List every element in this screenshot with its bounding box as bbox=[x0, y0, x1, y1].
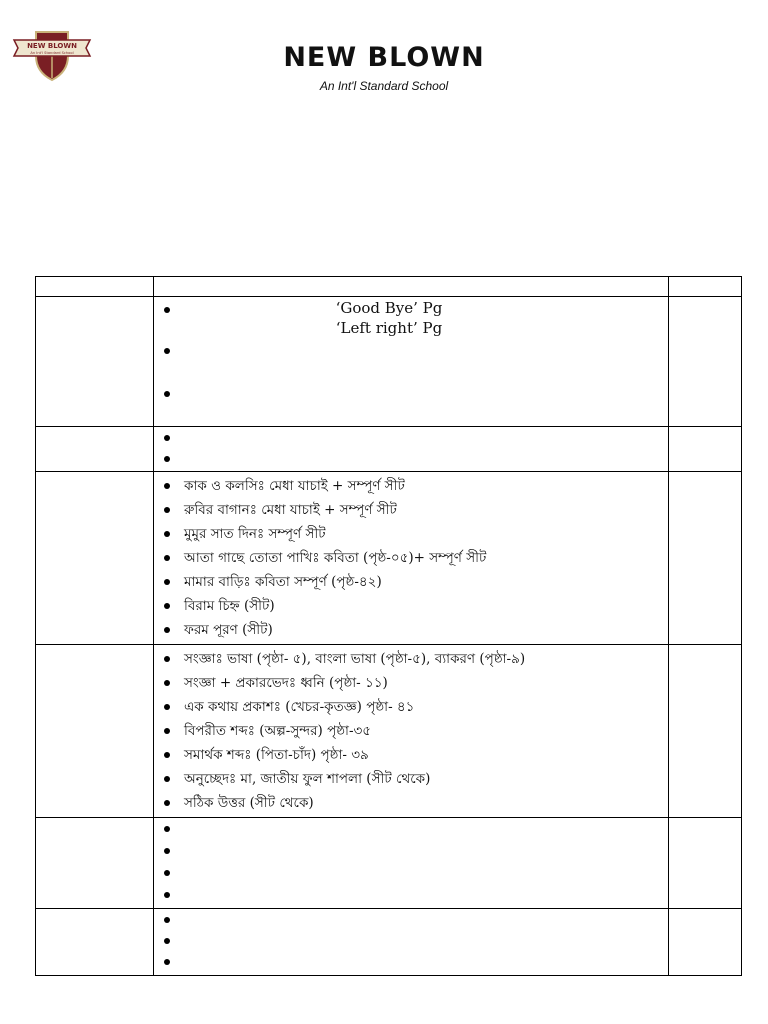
bullet-icon bbox=[164, 627, 170, 633]
svg-text:An Int'l Standard School: An Int'l Standard School bbox=[30, 51, 74, 55]
marks-cell bbox=[669, 909, 742, 976]
topics-cell bbox=[154, 297, 669, 427]
list-item bbox=[154, 427, 668, 448]
bullet-icon bbox=[164, 704, 170, 710]
bullet-icon bbox=[164, 776, 170, 782]
subject-cell bbox=[36, 818, 154, 909]
topics-cell bbox=[154, 472, 669, 645]
bullet-icon bbox=[164, 728, 170, 734]
list-item: সমার্থক শব্দঃ (পিতা-চাঁদ) পৃষ্ঠা- ৩৯ bbox=[154, 743, 668, 767]
list-item: সংজ্ঞা + প্রকারভেদঃ ধ্বনি (পৃষ্ঠা- ১১) bbox=[154, 671, 668, 695]
bullet-icon bbox=[164, 507, 170, 513]
list-item bbox=[154, 840, 668, 862]
subject-cell bbox=[36, 472, 154, 645]
school-tagline: An Int'l Standard School bbox=[319, 79, 449, 93]
bullet-icon bbox=[164, 826, 170, 832]
table-row bbox=[36, 297, 742, 427]
topics-cell bbox=[154, 818, 669, 909]
marks-cell bbox=[669, 427, 742, 472]
table-row bbox=[36, 427, 742, 472]
bullet-icon bbox=[164, 752, 170, 758]
list-item: মামার বাড়িঃ কবিতা সম্পূর্ণ (পৃষ্ঠ-৪২) bbox=[154, 570, 668, 594]
table-row bbox=[36, 472, 742, 645]
header-cell bbox=[36, 277, 154, 297]
subject-cell bbox=[36, 645, 154, 818]
bullet-icon bbox=[164, 555, 170, 561]
subject-cell bbox=[36, 427, 154, 472]
bullet-icon bbox=[164, 656, 170, 662]
list-item: এক কথায় প্রকাশঃ (খেচর-কৃতজ্ঞ) পৃষ্ঠা- ৪১ bbox=[154, 695, 668, 719]
list-item: ‘Left right’ Pg bbox=[335, 319, 443, 337]
bullet-icon bbox=[164, 892, 170, 898]
table-header-row bbox=[36, 277, 742, 297]
table-row bbox=[36, 909, 742, 976]
subject-cell bbox=[36, 909, 154, 976]
list-item bbox=[154, 818, 668, 840]
bullet-icon bbox=[164, 959, 170, 965]
list-item: অনুচ্ছেদঃ মা, জাতীয় ফুল শাপলা (সীট থেকে) bbox=[154, 767, 668, 791]
topics-cell bbox=[154, 909, 669, 976]
bullet-icon bbox=[164, 848, 170, 854]
bullet-icon bbox=[164, 435, 170, 441]
bullet-icon bbox=[164, 579, 170, 585]
list-item bbox=[154, 884, 668, 906]
bullet-icon bbox=[164, 680, 170, 686]
marks-cell bbox=[669, 645, 742, 818]
header-cell bbox=[669, 277, 742, 297]
subject-cell bbox=[36, 297, 154, 427]
marks-cell bbox=[669, 297, 742, 427]
marks-cell bbox=[669, 818, 742, 909]
list-item: বিপরীত শব্দঃ (অল্প-সুন্দর) পৃষ্ঠা-৩৫ bbox=[154, 719, 668, 743]
svg-text:NEW BLOWN: NEW BLOWN bbox=[27, 42, 77, 50]
list-item: মুমুর সাত দিনঃ সম্পূর্ণ সীট bbox=[154, 522, 668, 546]
list-item bbox=[154, 448, 668, 469]
list-item: রুবির বাগানঃ মেধা যাচাই + সম্পূর্ণ সীট bbox=[154, 498, 668, 522]
list-item bbox=[154, 909, 668, 930]
marks-cell bbox=[669, 472, 742, 645]
bullet-icon bbox=[164, 917, 170, 923]
bullet-icon bbox=[164, 456, 170, 462]
table-row bbox=[36, 818, 742, 909]
topics-cell bbox=[154, 645, 669, 818]
list-item: আতা গাছে তোতা পাখিঃ কবিতা (পৃষ্ঠ-০৫)+ সম্পূর্ণ সীট bbox=[154, 546, 668, 570]
bullet-icon bbox=[164, 531, 170, 537]
bullet-icon bbox=[164, 938, 170, 944]
list-item: সংজ্ঞাঃ ভাষা (পৃষ্ঠা- ৫), বাংলা ভাষা (পৃষ্ঠা-৫), ব্যাকরণ (পৃষ্ঠা-৯) bbox=[154, 647, 668, 671]
list-item bbox=[154, 930, 668, 951]
school-name: NEW BLOWN bbox=[283, 42, 485, 73]
list-item: কাক ও কলসিঃ মেধা যাচাই + সম্পূর্ণ সীট bbox=[154, 474, 668, 498]
list-item: ফরম পূরণ (সীট) bbox=[154, 618, 668, 642]
bullet-icon bbox=[164, 870, 170, 876]
bullet-icon bbox=[164, 603, 170, 609]
syllabus-table bbox=[35, 276, 742, 976]
bullet-icon bbox=[164, 391, 170, 397]
bullet-icon bbox=[164, 348, 170, 354]
list-item: ‘Good Bye’ Pg bbox=[335, 299, 443, 317]
bullet-icon bbox=[164, 483, 170, 489]
list-item: বিরাম চিহ্ন (সীট) bbox=[154, 594, 668, 618]
table-row bbox=[36, 645, 742, 818]
list-item bbox=[154, 862, 668, 884]
bullet-icon bbox=[164, 800, 170, 806]
english-topics bbox=[154, 297, 668, 425]
header-cell bbox=[154, 277, 669, 297]
topics-cell bbox=[154, 427, 669, 472]
list-item bbox=[154, 951, 668, 972]
list-item: সঠিক উত্তর (সীট থেকে) bbox=[154, 791, 668, 815]
